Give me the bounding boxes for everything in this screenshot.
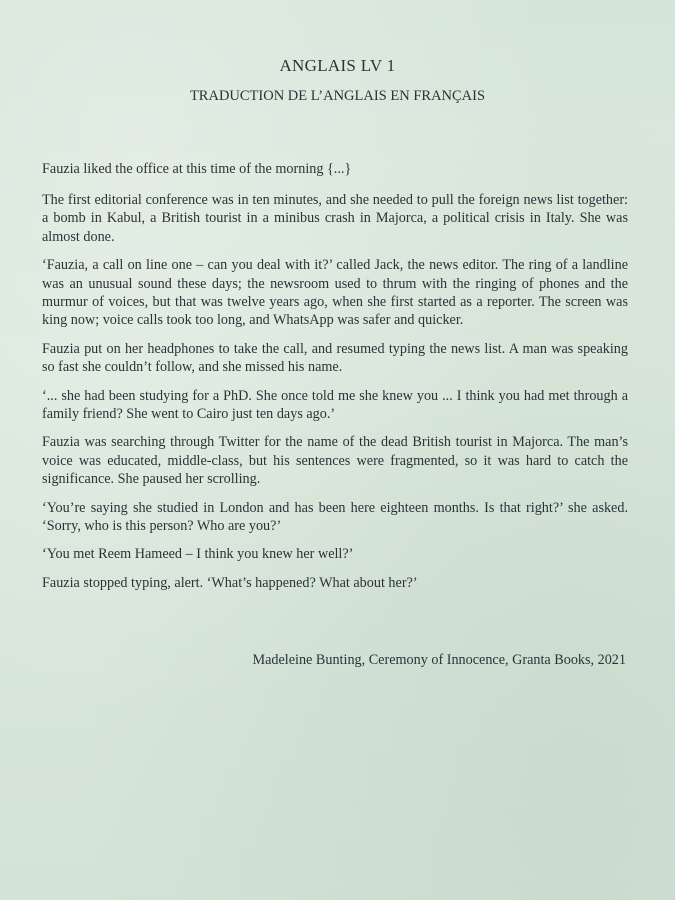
passage-paragraph: Fauzia was searching through Twitter for the name of the dead British tourist in Majorca. The man’s voice was educated, middle-class, but his sentences were fragmented, so it was hard to catch the significance. She paused her scrolling. — [42, 434, 628, 487]
passage-paragraph: Fauzia put on her headphones to take the call, and resumed typing the news list. A man was speaking so fast she couldn’t follow, and she missed his name. — [42, 340, 628, 375]
source-citation: Madeleine Bunting, Ceremony of Innocence, Granta Books, 2021 — [252, 652, 626, 668]
passage-paragraph: Fauzia stopped typing, alert. ‘What’s happened? What about her?’ — [42, 575, 418, 592]
exam-subtitle: TRADUCTION DE L’ANGLAIS EN FRANÇAIS — [189, 88, 486, 104]
passage-paragraph: ‘... she had been studying for a PhD. She once told me she knew you ... I think you had met through a family friend? She went to Cairo just ten days ago.’ — [42, 387, 628, 422]
passage-paragraph-intro: Fauzia liked the office at this time of the morning {...} — [42, 161, 352, 177]
passage-paragraph: ‘You’re saying she studied in London and has been here eighteen months. Is that right?’ she asked. ‘Sorry, who is this person? Who are you?’ — [42, 499, 628, 534]
exam-title: ANGLAIS LV 1 — [279, 56, 396, 75]
passage-paragraph: ‘You met Reem Hameed – I think you knew her well?’ — [42, 546, 354, 563]
passage-paragraph: ‘Fauzia, a call on line one – can you deal with it?’ called Jack, the news editor. The ring of a landline was an unusual sound these days; the newsroom used to thrum with the ringing of phones and the murmur of voices, but that was twelve years ago, when she first started as a reporter. The screen was king now; voice calls took too long, and WhatsApp was safer and quicker. — [42, 257, 628, 328]
passage-paragraph: The first editorial conference was in ten minutes, and she needed to pull the foreign news list together: a bomb in Kabul, a British tourist in a minibus crash in Majorca, a political crisis in Italy. She was almost done. — [42, 192, 628, 245]
passage — [42, 160, 628, 603]
